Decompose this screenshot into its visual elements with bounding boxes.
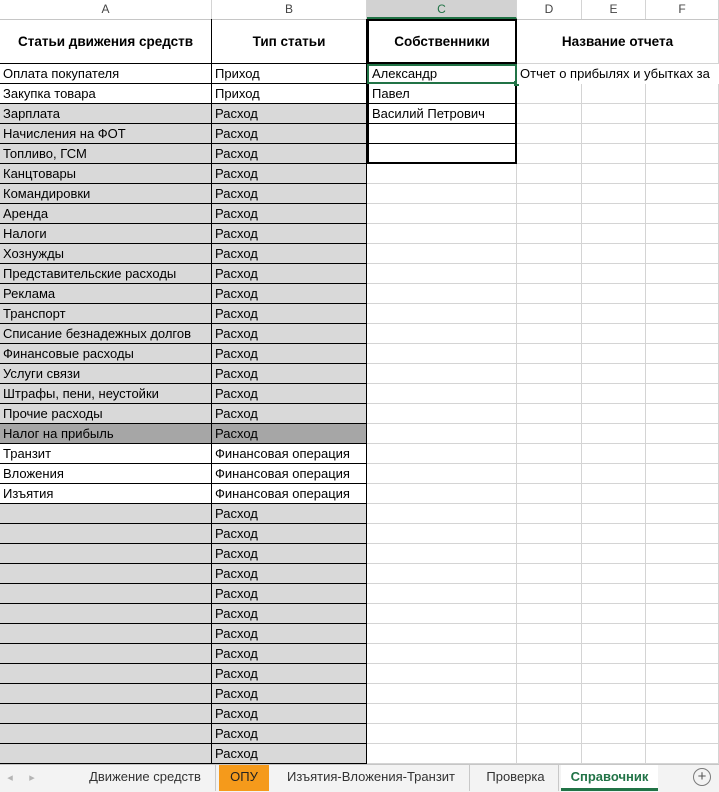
cell[interactable] xyxy=(517,604,582,624)
article-cell[interactable]: Изъятия xyxy=(0,484,212,504)
article-cell[interactable] xyxy=(0,644,212,664)
cell[interactable] xyxy=(367,564,517,584)
article-cell[interactable] xyxy=(0,704,212,724)
cell[interactable] xyxy=(646,264,719,284)
cell[interactable] xyxy=(646,424,719,444)
cell[interactable] xyxy=(582,704,646,724)
column-header-bar xyxy=(0,0,719,20)
owner-cell[interactable]: Александр xyxy=(367,64,517,84)
cell[interactable] xyxy=(646,204,719,224)
cell[interactable] xyxy=(582,564,646,584)
cell[interactable] xyxy=(517,104,582,124)
cell[interactable] xyxy=(582,224,646,244)
cell[interactable] xyxy=(367,344,517,364)
article-cell[interactable]: Канцтовары xyxy=(0,164,212,184)
cell[interactable] xyxy=(646,544,719,564)
article-cell[interactable]: Списание безнадежных долгов xyxy=(0,324,212,344)
cell[interactable] xyxy=(367,284,517,304)
cell[interactable] xyxy=(517,164,582,184)
cell[interactable] xyxy=(517,744,582,764)
cell[interactable] xyxy=(646,324,719,344)
article-cell[interactable]: Штрафы, пени, неустойки xyxy=(0,384,212,404)
cell[interactable] xyxy=(517,464,582,484)
header-owners[interactable]: Собственники xyxy=(367,19,517,64)
cell[interactable] xyxy=(582,344,646,364)
cell[interactable] xyxy=(646,304,719,324)
cell[interactable] xyxy=(646,84,719,104)
article-cell[interactable]: Закупка товара xyxy=(0,84,212,104)
cell[interactable] xyxy=(646,144,719,164)
article-cell[interactable]: Вложения xyxy=(0,464,212,484)
owner-cell[interactable] xyxy=(367,124,517,144)
cell[interactable] xyxy=(582,364,646,384)
cell[interactable] xyxy=(582,724,646,744)
sheet-tab[interactable]: Движение средств xyxy=(75,765,216,791)
cell[interactable] xyxy=(646,104,719,124)
cell[interactable] xyxy=(646,704,719,724)
type-cell[interactable]: Расход xyxy=(212,504,367,524)
cell[interactable] xyxy=(646,284,719,304)
article-cell[interactable]: Представительские расходы xyxy=(0,264,212,284)
type-cell[interactable]: Расход xyxy=(212,524,367,544)
cell[interactable] xyxy=(367,304,517,324)
type-cell[interactable]: Расход xyxy=(212,584,367,604)
type-cell[interactable]: Расход xyxy=(212,164,367,184)
article-cell[interactable] xyxy=(0,684,212,704)
cell[interactable] xyxy=(367,464,517,484)
article-cell[interactable]: Хознужды xyxy=(0,244,212,264)
article-cell[interactable]: Зарплата xyxy=(0,104,212,124)
type-cell[interactable]: Расход xyxy=(212,204,367,224)
cell[interactable] xyxy=(517,424,582,444)
cell[interactable] xyxy=(367,504,517,524)
cell[interactable] xyxy=(367,444,517,464)
cell[interactable] xyxy=(517,444,582,464)
type-cell[interactable]: Приход xyxy=(212,64,367,84)
cell[interactable] xyxy=(582,264,646,284)
type-cell[interactable]: Расход xyxy=(212,104,367,124)
cell[interactable] xyxy=(582,464,646,484)
cell[interactable] xyxy=(582,744,646,764)
sheet-tab[interactable]: Проверка xyxy=(473,765,559,791)
cell[interactable] xyxy=(582,444,646,464)
type-cell[interactable]: Финансовая операция xyxy=(212,484,367,504)
owner-cell[interactable]: Павел xyxy=(367,84,517,104)
type-cell[interactable]: Расход xyxy=(212,124,367,144)
column-header-b[interactable]: B xyxy=(212,0,367,19)
tab-scroll-left-icon[interactable]: ◂ xyxy=(7,772,13,784)
article-cell[interactable] xyxy=(0,604,212,624)
cell[interactable] xyxy=(367,664,517,684)
cell[interactable] xyxy=(582,604,646,624)
cell[interactable] xyxy=(517,324,582,344)
type-cell[interactable]: Расход xyxy=(212,664,367,684)
cell[interactable] xyxy=(517,504,582,524)
type-cell[interactable]: Расход xyxy=(212,304,367,324)
article-cell[interactable]: Начисления на ФОТ xyxy=(0,124,212,144)
type-cell[interactable]: Расход xyxy=(212,564,367,584)
article-cell[interactable]: Транспорт xyxy=(0,304,212,324)
cell[interactable] xyxy=(582,284,646,304)
cell[interactable] xyxy=(517,384,582,404)
type-cell[interactable]: Расход xyxy=(212,684,367,704)
cell[interactable] xyxy=(517,524,582,544)
cell[interactable] xyxy=(367,724,517,744)
type-cell[interactable]: Расход xyxy=(212,544,367,564)
article-cell[interactable] xyxy=(0,524,212,544)
cell[interactable] xyxy=(582,124,646,144)
cell[interactable] xyxy=(582,644,646,664)
sheet-tab-bar xyxy=(0,764,719,792)
cell[interactable] xyxy=(646,384,719,404)
cell[interactable] xyxy=(517,584,582,604)
cell[interactable] xyxy=(367,544,517,564)
cell[interactable] xyxy=(517,664,582,684)
type-cell[interactable]: Расход xyxy=(212,384,367,404)
cell[interactable] xyxy=(517,404,582,424)
cell[interactable] xyxy=(582,204,646,224)
cell[interactable] xyxy=(517,704,582,724)
cell[interactable] xyxy=(367,524,517,544)
cell[interactable] xyxy=(646,644,719,664)
column-header-f[interactable]: F xyxy=(646,0,719,19)
cell[interactable] xyxy=(646,744,719,764)
cell[interactable] xyxy=(517,684,582,704)
type-cell[interactable]: Расход xyxy=(212,224,367,244)
spreadsheet-grid xyxy=(0,19,719,764)
type-cell[interactable]: Расход xyxy=(212,184,367,204)
type-cell[interactable]: Финансовая операция xyxy=(212,464,367,484)
column-header-a[interactable]: A xyxy=(0,0,212,19)
cell[interactable] xyxy=(367,384,517,404)
cell[interactable] xyxy=(582,524,646,544)
cell[interactable] xyxy=(517,564,582,584)
cell[interactable] xyxy=(582,584,646,604)
cell[interactable] xyxy=(367,404,517,424)
sheet-tab[interactable]: ОПУ xyxy=(219,765,269,791)
cell[interactable] xyxy=(582,304,646,324)
cell[interactable] xyxy=(582,184,646,204)
cell[interactable] xyxy=(646,584,719,604)
type-cell[interactable]: Финансовая операция xyxy=(212,444,367,464)
type-cell[interactable]: Расход xyxy=(212,284,367,304)
type-cell[interactable]: Расход xyxy=(212,624,367,644)
sheet-tab[interactable]: Изъятия-Вложения-Транзит xyxy=(273,765,470,791)
type-cell[interactable]: Расход xyxy=(212,724,367,744)
cell[interactable] xyxy=(517,124,582,144)
type-cell[interactable]: Расход xyxy=(212,264,367,284)
type-cell[interactable]: Расход xyxy=(212,704,367,724)
cell[interactable] xyxy=(646,164,719,184)
article-cell[interactable]: Прочие расходы xyxy=(0,404,212,424)
cell[interactable] xyxy=(367,644,517,664)
cell[interactable] xyxy=(367,684,517,704)
tab-scroll-right-icon[interactable]: ▸ xyxy=(29,772,35,784)
column-header-d[interactable]: D xyxy=(517,0,582,19)
cell[interactable] xyxy=(517,344,582,364)
article-cell[interactable] xyxy=(0,624,212,644)
cell[interactable] xyxy=(517,364,582,384)
cell[interactable] xyxy=(582,144,646,164)
cell[interactable] xyxy=(646,444,719,464)
type-cell[interactable]: Расход xyxy=(212,244,367,264)
cell[interactable] xyxy=(646,724,719,744)
cell[interactable] xyxy=(582,244,646,264)
article-cell[interactable]: Оплата покупателя xyxy=(0,64,212,84)
cell[interactable] xyxy=(517,204,582,224)
header-articles[interactable]: Статьи движения средств xyxy=(0,19,212,64)
article-cell[interactable]: Транзит xyxy=(0,444,212,464)
type-cell[interactable]: Приход xyxy=(212,84,367,104)
article-cell[interactable]: Командировки xyxy=(0,184,212,204)
cell[interactable] xyxy=(517,644,582,664)
cell[interactable] xyxy=(517,244,582,264)
article-cell[interactable]: Финансовые расходы xyxy=(0,344,212,364)
cell[interactable] xyxy=(646,524,719,544)
cell[interactable] xyxy=(582,544,646,564)
cell[interactable] xyxy=(517,304,582,324)
column-header-c[interactable]: C xyxy=(367,0,517,19)
cell[interactable] xyxy=(367,244,517,264)
cell[interactable] xyxy=(646,224,719,244)
article-cell[interactable]: Топливо, ГСМ xyxy=(0,144,212,164)
cell[interactable] xyxy=(517,224,582,244)
article-cell[interactable] xyxy=(0,564,212,584)
cell[interactable] xyxy=(582,664,646,684)
type-cell[interactable]: Расход xyxy=(212,344,367,364)
article-cell[interactable] xyxy=(0,724,212,744)
cell[interactable] xyxy=(582,84,646,104)
owner-cell[interactable] xyxy=(367,144,517,164)
cell[interactable] xyxy=(517,484,582,504)
cell[interactable] xyxy=(646,504,719,524)
article-cell[interactable] xyxy=(0,584,212,604)
article-cell[interactable] xyxy=(0,504,212,524)
cell[interactable] xyxy=(367,744,517,764)
cell[interactable] xyxy=(517,624,582,644)
cell[interactable] xyxy=(646,364,719,384)
cell[interactable] xyxy=(517,544,582,564)
article-cell[interactable]: Налоги xyxy=(0,224,212,244)
article-cell[interactable]: Аренда xyxy=(0,204,212,224)
report-name-cell[interactable]: Отчет о прибылях и убытках за xyxy=(517,64,719,84)
cell[interactable] xyxy=(582,164,646,184)
cell[interactable] xyxy=(646,464,719,484)
cell[interactable] xyxy=(517,264,582,284)
cell[interactable] xyxy=(646,664,719,684)
type-cell[interactable]: Расход xyxy=(212,604,367,624)
cell[interactable] xyxy=(582,404,646,424)
article-cell[interactable] xyxy=(0,744,212,764)
cell[interactable] xyxy=(646,184,719,204)
cell[interactable] xyxy=(646,484,719,504)
cell[interactable] xyxy=(517,84,582,104)
sheet-tab[interactable]: Справочник xyxy=(561,765,658,791)
cell[interactable] xyxy=(367,184,517,204)
article-cell[interactable] xyxy=(0,664,212,684)
cell[interactable] xyxy=(367,424,517,444)
cell[interactable] xyxy=(367,204,517,224)
cell[interactable] xyxy=(367,264,517,284)
cell[interactable] xyxy=(582,424,646,444)
cell[interactable] xyxy=(646,124,719,144)
article-cell[interactable]: Налог на прибыль xyxy=(0,424,212,444)
cell[interactable] xyxy=(646,684,719,704)
type-cell[interactable]: Расход xyxy=(212,424,367,444)
cell[interactable] xyxy=(367,324,517,344)
header-type[interactable]: Тип статьи xyxy=(212,19,367,64)
column-header-e[interactable]: E xyxy=(582,0,646,19)
article-cell[interactable]: Услуги связи xyxy=(0,364,212,384)
owner-cell[interactable]: Василий Петрович xyxy=(367,104,517,124)
cell[interactable] xyxy=(582,624,646,644)
type-cell[interactable]: Расход xyxy=(212,404,367,424)
cell[interactable] xyxy=(582,104,646,124)
cell[interactable] xyxy=(367,364,517,384)
article-cell[interactable]: Реклама xyxy=(0,284,212,304)
cell[interactable] xyxy=(367,704,517,724)
type-cell[interactable]: Расход xyxy=(212,644,367,664)
cell[interactable] xyxy=(582,384,646,404)
type-cell[interactable]: Расход xyxy=(212,744,367,764)
article-cell[interactable] xyxy=(0,544,212,564)
cell[interactable] xyxy=(517,184,582,204)
type-cell[interactable]: Расход xyxy=(212,364,367,384)
cell[interactable] xyxy=(582,504,646,524)
cell[interactable] xyxy=(582,324,646,344)
type-cell[interactable]: Расход xyxy=(212,144,367,164)
cell[interactable] xyxy=(367,164,517,184)
cell[interactable] xyxy=(646,564,719,584)
cell[interactable] xyxy=(646,244,719,264)
type-cell[interactable]: Расход xyxy=(212,324,367,344)
cell[interactable] xyxy=(367,604,517,624)
header-report-name[interactable]: Название отчета xyxy=(517,19,719,64)
cell[interactable] xyxy=(367,584,517,604)
cell[interactable] xyxy=(646,404,719,424)
cell[interactable] xyxy=(367,624,517,644)
cell[interactable] xyxy=(517,284,582,304)
cell[interactable] xyxy=(582,684,646,704)
cell[interactable] xyxy=(582,484,646,504)
cell[interactable] xyxy=(646,344,719,364)
cell[interactable] xyxy=(646,604,719,624)
cell[interactable] xyxy=(367,484,517,504)
add-sheet-icon[interactable]: + xyxy=(693,768,711,786)
cell[interactable] xyxy=(517,724,582,744)
cell[interactable] xyxy=(517,144,582,164)
cell[interactable] xyxy=(367,224,517,244)
cell[interactable] xyxy=(646,624,719,644)
